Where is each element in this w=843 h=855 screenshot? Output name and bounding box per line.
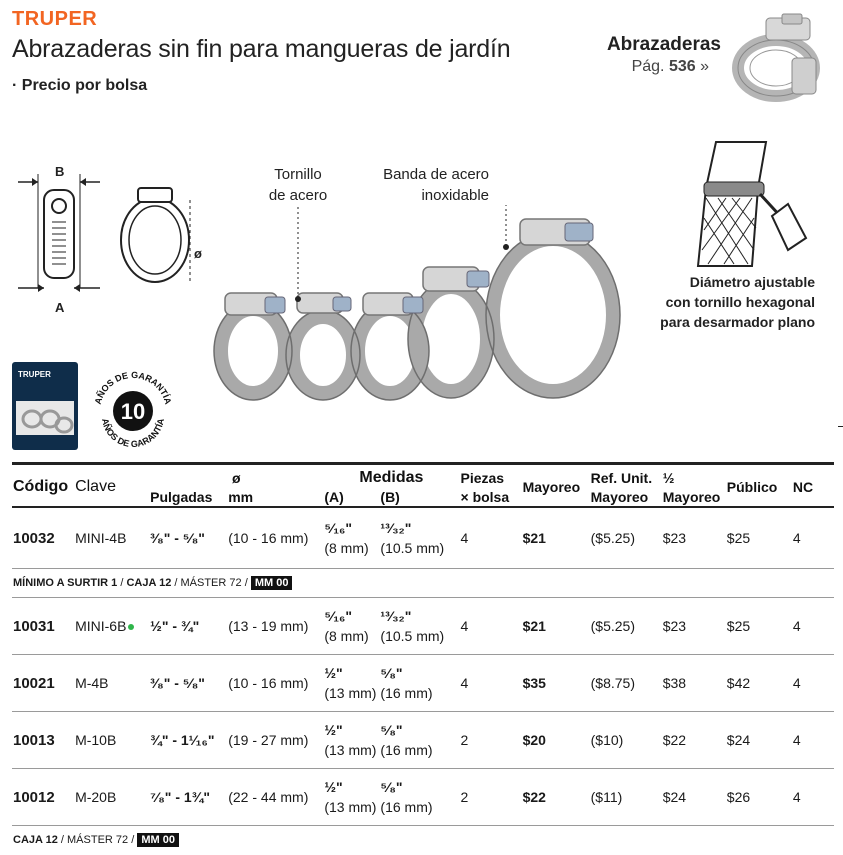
header-measures: Medidas — [359, 469, 424, 486]
cell-a-in: ½" — [324, 722, 343, 738]
cell-ref: ($8.75) — [590, 655, 662, 712]
cell-b-mm: (16 mm) — [380, 742, 433, 758]
header-key: Clave — [75, 478, 116, 495]
package-brand: TRUPER — [18, 370, 51, 379]
cell-wholesale: $22 — [522, 769, 590, 826]
cell-pieces: 4 — [460, 507, 522, 569]
callout-band — [364, 164, 489, 206]
note-min-order — [12, 569, 834, 598]
cell-b-mm: (10.5 mm) — [380, 540, 445, 556]
cell-b — [379, 507, 459, 569]
callout-screw — [258, 164, 338, 206]
cell-inches: ½" - ¾" — [149, 598, 227, 655]
note-mm-badge: MM 00 — [251, 576, 293, 590]
cell-key: M-4B — [74, 655, 149, 712]
cell-a-in: ½" — [324, 779, 343, 795]
cell-wholesale: $35 — [522, 655, 590, 712]
cell-a-mm: (8 mm) — [324, 628, 369, 644]
warranty-text-bottom-path: AÑOS DE GARANTÍA — [100, 417, 166, 450]
subtitle: · Precio por bolsa — [12, 77, 148, 94]
header-wholesale: Mayoreo — [522, 479, 581, 495]
cell-a — [323, 769, 379, 826]
cell-pieces: 4 — [460, 655, 522, 712]
adjustable-diameter-note — [660, 272, 815, 332]
header-ref-2: Mayoreo — [590, 489, 649, 505]
cell-a — [323, 655, 379, 712]
cell-a-mm: (13 mm) — [324, 685, 377, 701]
note-mm-badge: MM 00 — [137, 833, 179, 847]
dimension-label-b: B — [55, 164, 65, 179]
xref-title[interactable]: Abrazaderas — [606, 34, 721, 55]
note-box: CAJA 12 — [13, 834, 58, 846]
callout-screw-line2: de acero — [268, 187, 328, 204]
new-item-dot-icon — [128, 624, 134, 630]
cell-nc: 4 — [792, 712, 834, 769]
cell-b-mm: (16 mm) — [380, 799, 433, 815]
header-public: Público — [726, 479, 778, 495]
clamp-thumbnail-image — [730, 12, 826, 102]
cell-public: $24 — [726, 712, 792, 769]
cell-b — [379, 769, 459, 826]
cell-nc: 4 — [792, 598, 834, 655]
xref-arrow: » — [700, 58, 709, 75]
cell-a-mm: (13 mm) — [324, 799, 377, 815]
cell-b-in: ⁵⁄₈" — [380, 722, 403, 738]
cell-b — [379, 598, 459, 655]
cell-b-in: ¹³⁄₃₂" — [380, 608, 412, 624]
warranty-text-top-path: AÑOS DE GARANTÍA — [92, 369, 174, 406]
table-note-row — [12, 569, 834, 598]
cell-a-mm: (13 mm) — [324, 742, 377, 758]
cell-b — [379, 655, 459, 712]
cell-mm: (22 - 44 mm) — [227, 769, 323, 826]
cell-pieces: 2 — [460, 712, 522, 769]
cell-inches: ³⁄₈" - ⁵⁄₈" — [149, 655, 227, 712]
hose-screwdriver-illustration — [688, 138, 808, 268]
cell-code: 10032 — [12, 507, 74, 569]
cell-a-in: ½" — [324, 665, 343, 681]
cell-mm: (10 - 16 mm) — [227, 507, 323, 569]
cell-b — [379, 712, 459, 769]
note-box-master — [12, 826, 834, 855]
note-min: MÍNIMO A SURTIR 1 — [13, 577, 118, 589]
cell-b-in: ⁵⁄₈" — [380, 779, 403, 795]
table-row — [12, 712, 834, 769]
cell-nc: 4 — [792, 769, 834, 826]
cell-mm: (10 - 16 mm) — [227, 655, 323, 712]
note-box: CAJA 12 — [126, 577, 172, 589]
cell-public: $25 — [726, 507, 792, 569]
cell-wholesale: $21 — [522, 598, 590, 655]
header-code: Código — [13, 478, 69, 495]
cell-nc: 4 — [792, 655, 834, 712]
product-table — [12, 462, 834, 854]
dimension-diagram — [10, 160, 210, 320]
xref-page[interactable] — [632, 58, 709, 76]
header-diameter: ø — [231, 470, 241, 486]
header-nc: NC — [792, 479, 814, 495]
brand-logo: TRUPER — [12, 8, 98, 30]
table-row — [12, 655, 834, 712]
header-mm: mm — [228, 489, 254, 505]
cell-ref: ($10) — [590, 712, 662, 769]
cell-a-in: ⁵⁄₁₆" — [324, 608, 353, 624]
dimension-label-a: A — [55, 300, 65, 315]
cell-code: 10012 — [12, 769, 74, 826]
cell-key: M-10B — [74, 712, 149, 769]
cell-half: $23 — [662, 507, 726, 569]
xref-page-number: 536 — [668, 58, 696, 75]
header-ref-1: Ref. Unit. — [590, 470, 653, 486]
package-image — [12, 362, 78, 450]
cell-a-in: ⁵⁄₁₆" — [324, 520, 353, 536]
cell-ref: ($5.25) — [590, 598, 662, 655]
table-note-row — [12, 826, 834, 855]
callout-screw-line1: Tornillo — [274, 166, 322, 183]
warranty-seal — [88, 366, 178, 456]
dimension-label-diameter: ø — [194, 246, 202, 261]
edge-tick — [838, 426, 843, 427]
cell-code: 10031 — [12, 598, 74, 655]
callout-band-line1: Banda de acero — [383, 166, 489, 183]
cell-half: $24 — [662, 769, 726, 826]
cell-key — [74, 598, 149, 655]
cell-ref: ($11) — [590, 769, 662, 826]
cell-b-mm: (16 mm) — [380, 685, 433, 701]
callout-band-line2: inoxidable — [421, 187, 489, 204]
header-half-1: ½ — [662, 470, 675, 486]
header-pieces-1: Piezas — [460, 470, 505, 486]
warranty-number: 10 — [120, 399, 146, 424]
cell-b-in: ⁵⁄₈" — [380, 665, 403, 681]
side-note-line2: con tornillo hexagonal — [665, 294, 815, 310]
cell-a — [323, 712, 379, 769]
cell-pieces: 4 — [460, 598, 522, 655]
cell-public: $26 — [726, 769, 792, 826]
table-row — [12, 769, 834, 826]
cell-inches: ¾" - 1¹⁄₁₆" — [149, 712, 227, 769]
xref-page-prefix: Pág. — [631, 58, 665, 75]
cell-b-in: ¹³⁄₃₂" — [380, 520, 412, 536]
cell-ref: ($5.25) — [590, 507, 662, 569]
cell-b-mm: (10.5 mm) — [380, 628, 445, 644]
cell-public: $42 — [726, 655, 792, 712]
cell-nc: 4 — [792, 507, 834, 569]
cell-public: $25 — [726, 598, 792, 655]
cell-half: $22 — [662, 712, 726, 769]
note-master: / MÁSTER 72 / — [174, 577, 248, 589]
header-half-2: Mayoreo — [662, 489, 721, 505]
note-master: / MÁSTER 72 / — [60, 834, 135, 846]
cell-wholesale: $21 — [522, 507, 590, 569]
cell-inches: ⁷⁄₈" - 1¾" — [149, 769, 227, 826]
callout-leader-lines — [280, 205, 510, 305]
table-row — [12, 507, 834, 569]
cell-mm: (13 - 19 mm) — [227, 598, 323, 655]
page-title: Abrazaderas sin fin para mangueras de jardín — [12, 35, 511, 63]
cell-a — [323, 507, 379, 569]
note-sep: / — [120, 577, 124, 589]
cell-half: $23 — [662, 598, 726, 655]
header-a: (A) — [324, 489, 344, 505]
cell-half: $38 — [662, 655, 726, 712]
cell-key: MINI-4B — [74, 507, 149, 569]
cell-code: 10021 — [12, 655, 74, 712]
package-clamps-icon — [12, 379, 78, 439]
side-note-line3: para desarmador plano — [660, 314, 815, 330]
cell-mm: (19 - 27 mm) — [227, 712, 323, 769]
header-b: (B) — [380, 489, 400, 505]
header-pieces-2: × bolsa — [460, 489, 510, 505]
table-row — [12, 598, 834, 655]
cell-code: 10013 — [12, 712, 74, 769]
cell-a-mm: (8 mm) — [324, 540, 369, 556]
cell-inches: ³⁄₈" - ⁵⁄₈" — [149, 507, 227, 569]
cell-key-text: MINI-6B — [75, 618, 127, 634]
header-inches: Pulgadas — [150, 489, 213, 505]
cell-key: M-20B — [74, 769, 149, 826]
cell-a — [323, 598, 379, 655]
cell-pieces: 2 — [460, 769, 522, 826]
side-note-line1: Diámetro ajustable — [689, 274, 815, 290]
cell-wholesale: $20 — [522, 712, 590, 769]
